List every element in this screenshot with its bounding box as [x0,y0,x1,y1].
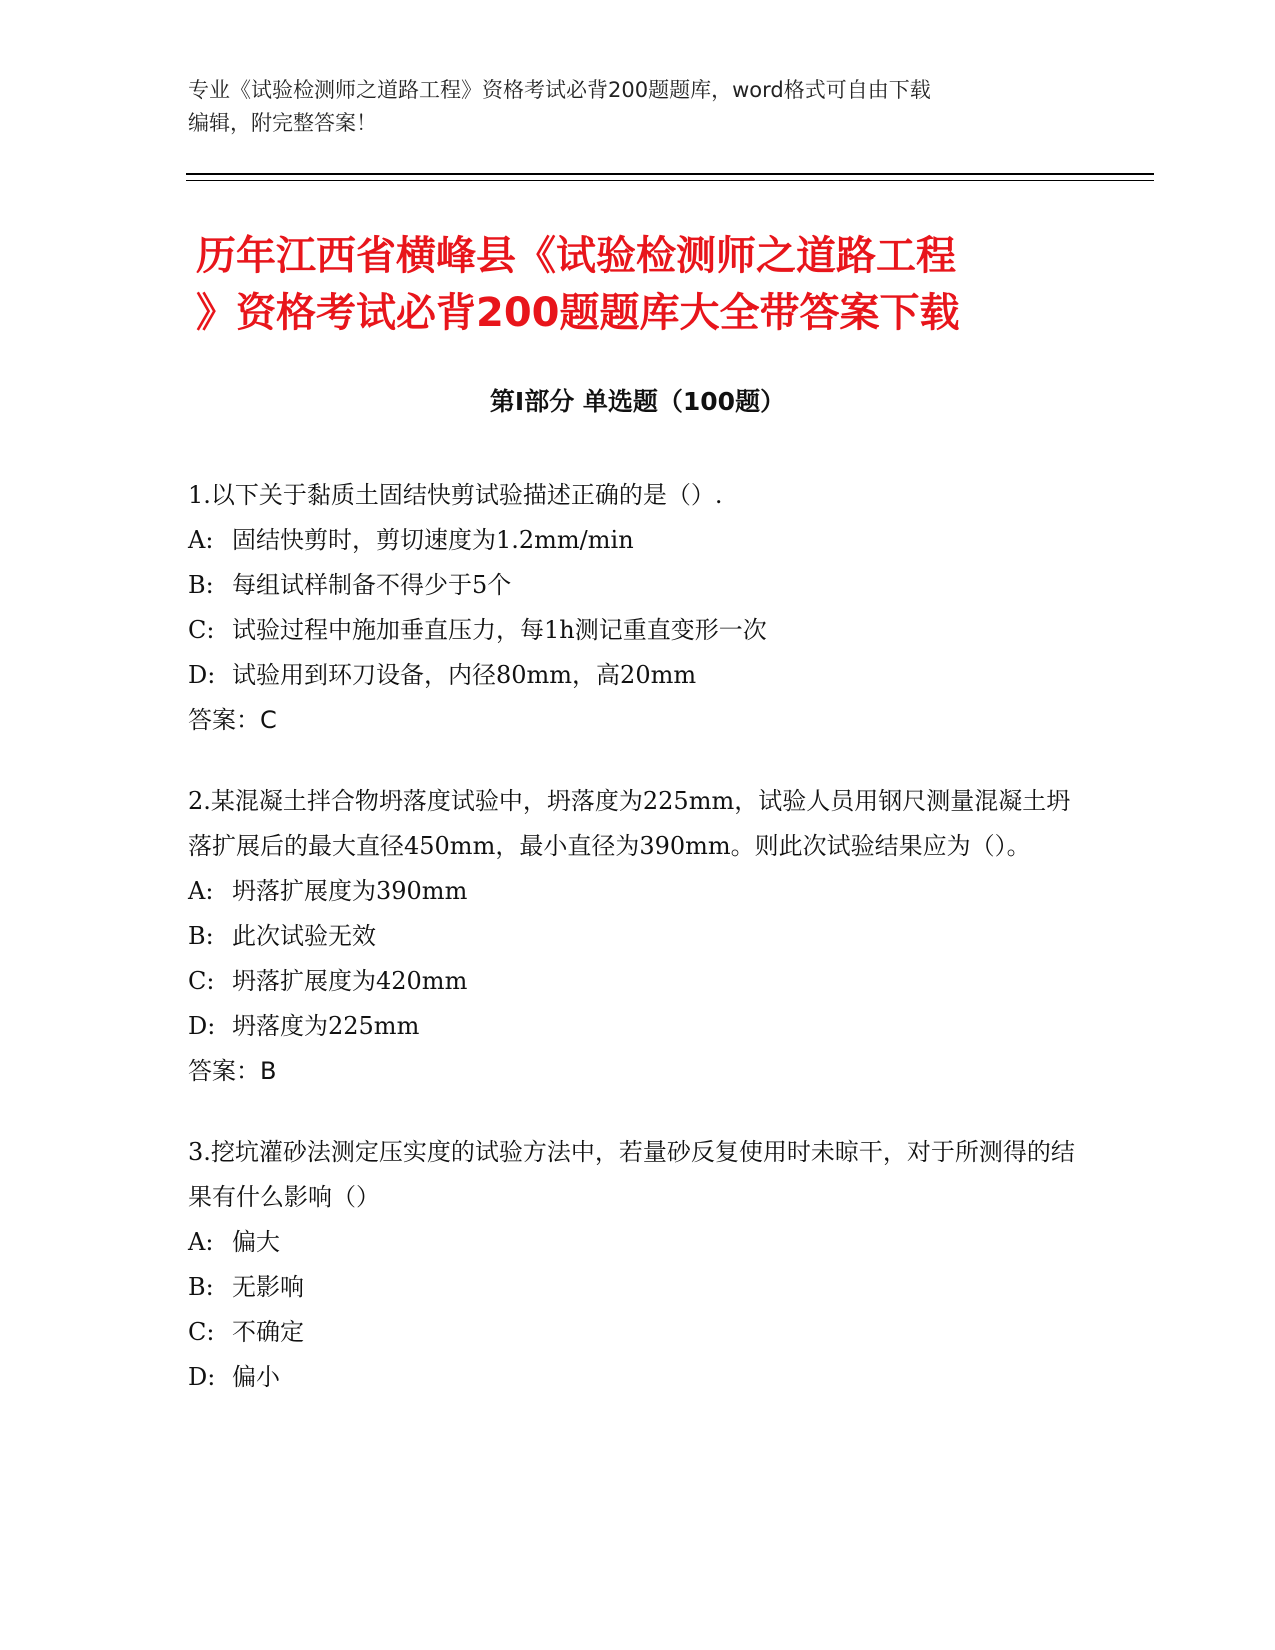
answer-label: 答案：C [188,706,277,734]
option-text: 试验用到环刀设备，内径80mm，高20mm [232,661,697,689]
header-note-line2: 编辑，附完整答案！ [188,111,377,135]
option-letter: B: [188,922,214,950]
document-title [196,228,1096,342]
question-list [188,473,1088,1436]
option-letter: D: [188,661,216,689]
question-stem: 2.某混凝土拌合物坍落度试验中，坍落度为225mm，试验人员用钢尺测量混凝土坍落扩展后的最大直径450mm，最小直径为390mm。则此次试验结果应为（）。 [188,787,1071,860]
section-heading: 第Ⅰ部分 单选题（100题） [489,387,786,416]
option-letter: C: [188,967,215,995]
question-2 [188,779,1088,1094]
option-a [188,1220,1088,1265]
option-text: 试验过程中施加垂直压力，每1h测记重直变形一次 [232,616,767,644]
question-stem: 1.以下关于黏质土固结快剪试验描述正确的是（）. [188,481,723,509]
option-letter: C: [188,1318,215,1346]
option-text: 每组试样制备不得少于5个 [232,571,512,599]
option-text: 偏大 [232,1228,280,1256]
option-b [188,1265,1088,1310]
option-text: 坍落扩展度为390mm [232,877,468,905]
question-3 [188,1130,1088,1400]
option-d [188,653,1088,698]
option-d [188,1004,1088,1049]
answer-label: 答案：B [188,1057,277,1085]
option-text: 无影响 [232,1273,304,1301]
option-letter: D: [188,1012,216,1040]
option-c [188,1310,1088,1355]
option-text: 固结快剪时，剪切速度为1.2mm/min [232,526,634,554]
option-letter: B: [188,571,214,599]
option-a [188,869,1088,914]
document-title-line1: 历年江西省横峰县《试验检测师之道路工程 [196,233,956,279]
option-text: 不确定 [232,1318,304,1346]
question-1 [188,473,1088,743]
header-note [188,74,1088,140]
option-text: 坍落度为225mm [232,1012,420,1040]
option-text: 此次试验无效 [232,922,376,950]
question-stem: 3.挖坑灌砂法测定压实度的试验方法中，若量砂反复使用时未晾干，对于所测得的结果有什么影响（） [188,1138,1075,1211]
option-d [188,1355,1088,1400]
header-note-line1: 专业《试验检测师之道路工程》资格考试必背200题题库，word格式可自由下载 [188,78,931,102]
document-title-line2: 》资格考试必背200题题库大全带答案下载 [196,290,960,336]
option-text: 坍落扩展度为420mm [232,967,468,995]
option-text: 偏小 [232,1363,280,1391]
option-a [188,518,1088,563]
option-c [188,959,1088,1004]
option-b [188,914,1088,959]
option-letter: A: [188,526,214,554]
header-divider-thick [186,173,1154,175]
option-c [188,608,1088,653]
option-letter: C: [188,616,215,644]
option-b [188,563,1088,608]
option-letter: D: [188,1363,216,1391]
option-letter: B: [188,1273,214,1301]
header-divider-thin [186,180,1154,181]
option-letter: A: [188,877,214,905]
option-letter: A: [188,1228,214,1256]
